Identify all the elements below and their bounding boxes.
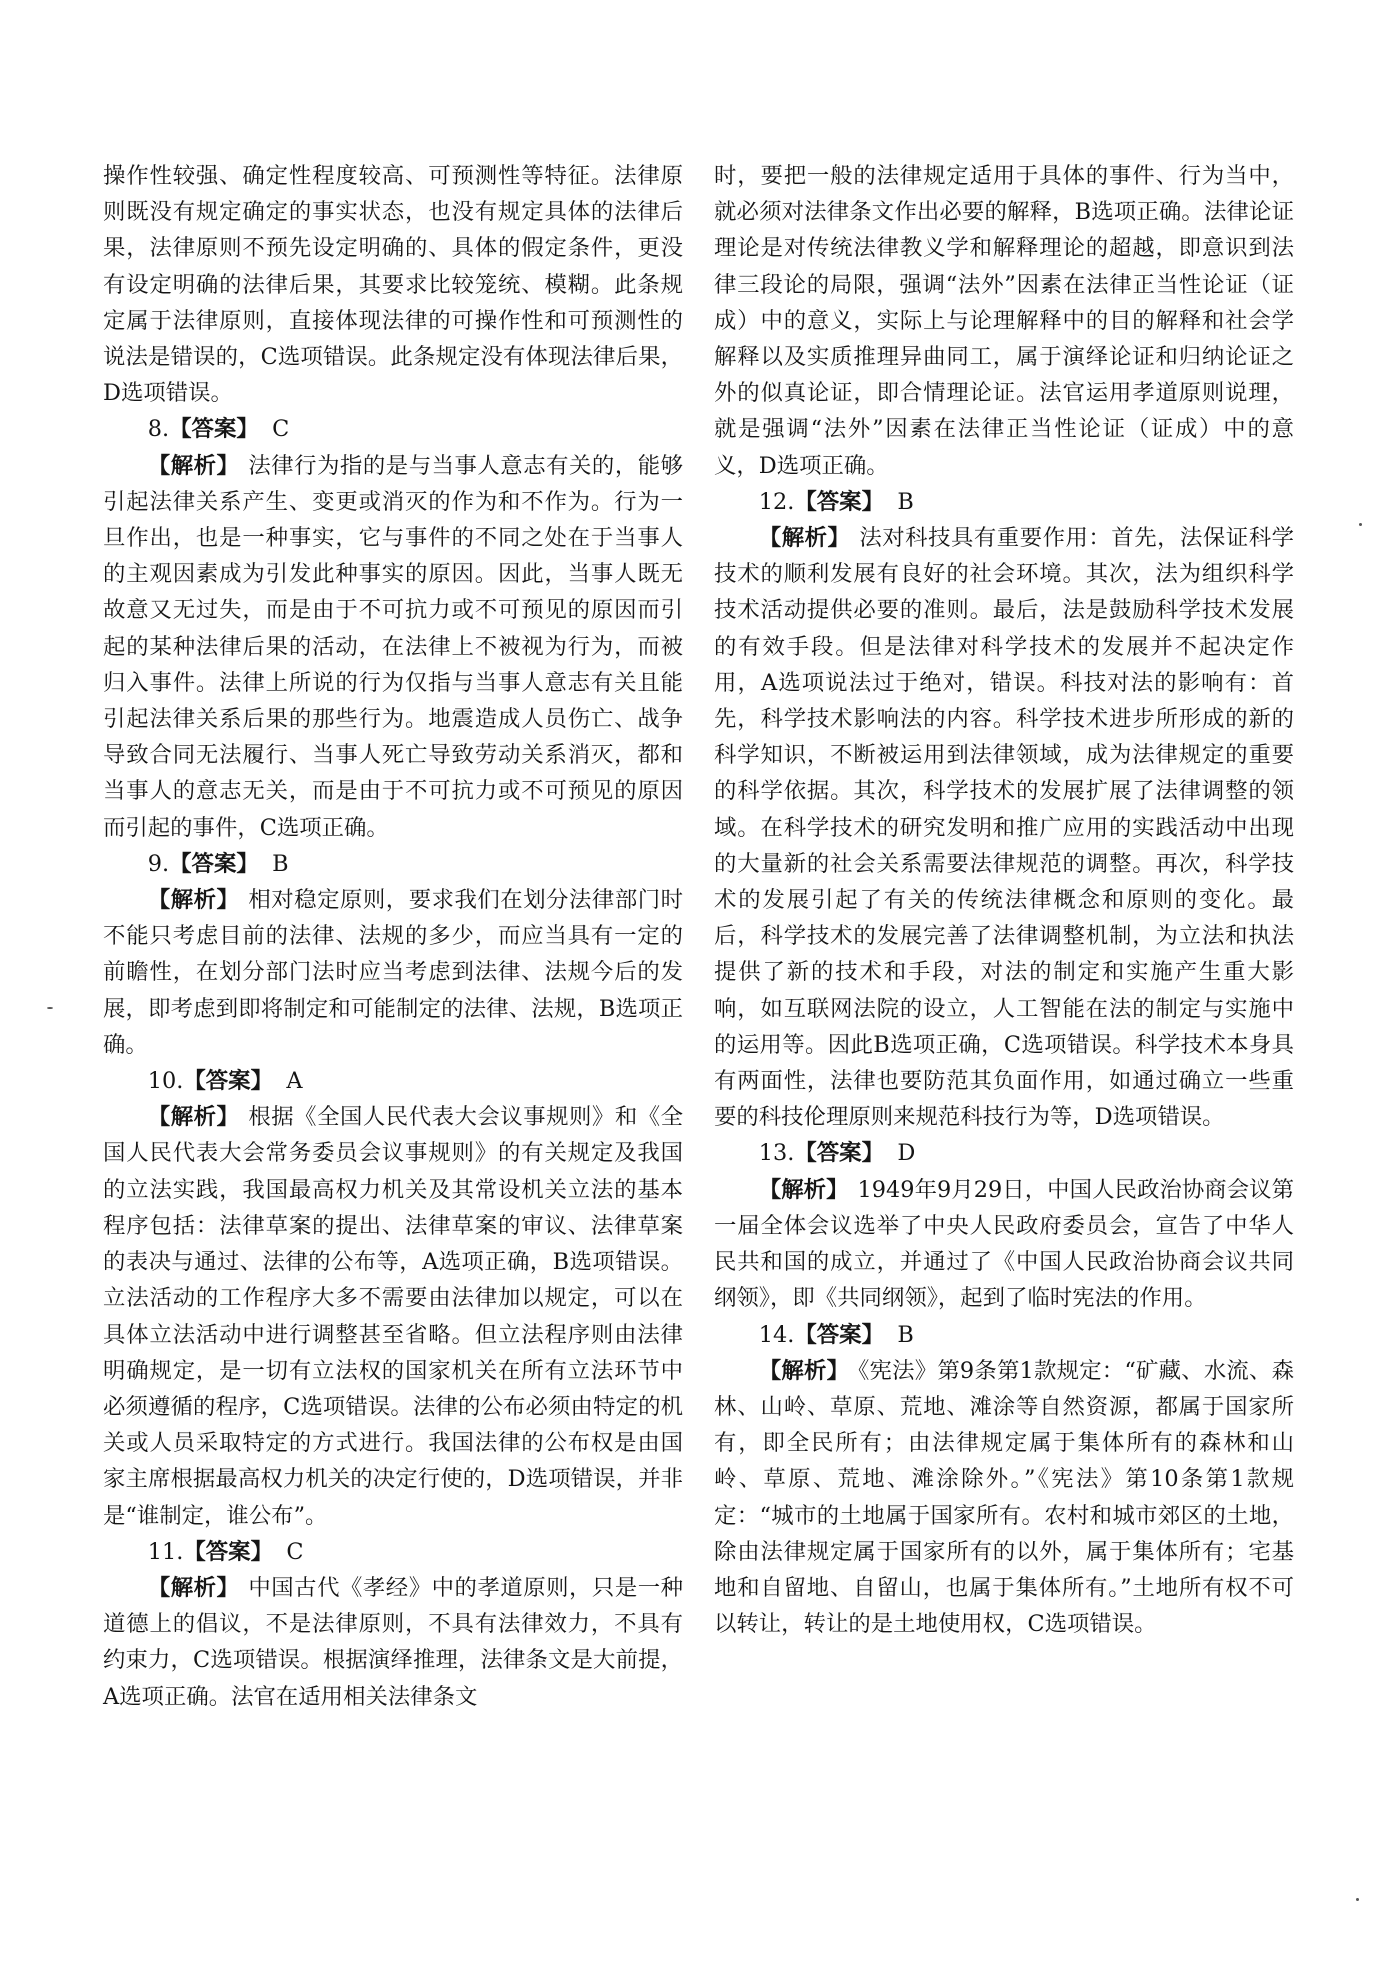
answer-letter: B	[272, 850, 289, 877]
analysis-text: 中国古代《孝经》中的孝道原则，只是一种道德上的倡议，不是法律原则，不具有法律效力，不具有约束力，C选项错误。根据演绎推理，法律条文是大前提，A选项正确。法官在适用相关法律条文	[103, 1574, 684, 1710]
answer-letter: B	[897, 488, 914, 515]
answer-letter: C	[272, 416, 290, 443]
answer-tag: 【答案】	[183, 1538, 273, 1565]
analysis-text: 1949年9月29日，中国人民政治协商会议第一届全体会议选举了中央人民政府委员会，宣告了中华人民共和国的成立，并通过了《中国人民政治协商会议共同纲领》，即《共同纲领》，起到了临时宪法的作用。	[714, 1176, 1294, 1312]
answer-tag: 【答案】	[794, 1321, 884, 1348]
analysis-paragraph-13	[714, 1172, 1294, 1317]
answer-line-11	[103, 1534, 683, 1570]
scan-speck	[1359, 523, 1362, 526]
answer-line-8	[103, 411, 683, 447]
answer-tag: 【答案】	[183, 1068, 273, 1095]
analysis-tag: 【解析】	[758, 525, 851, 552]
analysis-tag: 【解析】	[147, 887, 240, 914]
analysis-tag: 【解析】	[147, 1574, 240, 1601]
question-number: 14.	[758, 1321, 795, 1348]
question-number: 10.	[147, 1068, 184, 1095]
scan-speck	[1356, 1898, 1359, 1901]
continued-paragraph: 时，要把一般的法律规定适用于具体的事件、行为当中，就必须对法律条文作出必要的解释，B选项正确。法律论证理论是对传统法律教义学和解释理论的超越，即意识到法律三段论的局限，强调“法外”因素在法律正当性论证（证成）中的意义，实际上与论理解释中的目的解释和社会学解释以及实质推理异曲同工，属于演绎论证和归纳论证之外的似真论证，即合情理论证。法官运用孝道原则说理，就是强调“法外”因素在法律正当性论证（证成）中的意义，D选项正确。	[714, 163, 1294, 479]
analysis-paragraph-11	[103, 1570, 683, 1715]
answer-tag: 【答案】	[169, 416, 259, 443]
analysis-paragraph-8	[103, 448, 683, 846]
question-number: 11.	[147, 1538, 184, 1565]
answer-line-12	[714, 484, 1294, 520]
analysis-paragraph-14	[714, 1353, 1294, 1643]
analysis-text: 法律行为指的是与当事人意志有关的，能够引起法律关系产生、变更或消灭的作为和不作为。行为一旦作出，也是一种事实，它与事件的不同之处在于当事人的主观因素成为引发此种事实的原因。因此，当事人既无故意又无过失，而是由于不可抗力或不可预见的原因而引起的某种法律后果的活动，在法律上不被视为行为，而被归入事件。法律上所说的行为仅指与当事人意志有关且能引起法律关系后果的那些行为。地震造成人员伤亡、战争导致合同无法履行、当事人死亡导致劳动关系消灭，都和当事人的意志无关，而是由于不可抗力或不可预见的原因而引起的事件，C选项正确。	[103, 452, 684, 841]
answer-line-13	[714, 1135, 1294, 1171]
analysis-text: 相对稳定原则，要求我们在划分法律部门时不能只考虑目前的法律、法规的多少，而应当具有一定的前瞻性，在划分部门法时应当考虑到法律、法规今后的发展，即考虑到即将制定和可能制定的法律、法规，B选项正确。	[103, 887, 684, 1058]
right-column	[714, 158, 1294, 1642]
left-column	[103, 158, 683, 1715]
analysis-paragraph-10	[103, 1099, 683, 1533]
answer-tag: 【答案】	[794, 488, 884, 515]
question-number: 9.	[147, 850, 170, 877]
answer-letter: A	[286, 1068, 303, 1095]
answer-tag: 【答案】	[169, 850, 259, 877]
analysis-tag: 【解析】	[758, 1357, 850, 1384]
analysis-tag: 【解析】	[147, 1104, 240, 1131]
analysis-text: 根据《全国人民代表大会议事规则》和《全国人民代表大会常务委员会议事规则》的有关规定及我国的立法实践，我国最高权力机关及其常设机关立法的基本程序包括：法律草案的提出、法律草案的审议、法律草案的表决与通过、法律的公布等，A选项正确，B选项错误。立法活动的工作程序大多不需要由法律加以规定，可以在具体立法活动中进行调整甚至省略。但立法程序则由法律明确规定，是一切有立法权的国家机关在所有立法环节中必须遵循的程序，C选项错误。法律的公布必须由特定的机关或人员采取特定的方式进行。我国法律的公布权是由国家主席根据最高权力机关的决定行使的，D选项错误，并非是“谁制定，谁公布”。	[103, 1104, 684, 1529]
analysis-text: 法对科技具有重要作用：首先，法保证科学技术的顺利发展有良好的社会环境。其次，法为组织科学技术活动提供必要的准则。最后，法是鼓励科学技术发展的有效手段。但是法律对科学技术的发展并不起决定作用，A选项说法过于绝对，错误。科技对法的影响有：首先，科学技术影响法的内容。科学技术进步所形成的新的科学知识，不断被运用到法律领域，成为法律规定的重要的科学依据。其次，科学技术的发展扩展了法律调整的领域。在科学技术的研究发明和推广应用的实践活动中出现的大量新的社会关系需要法律规范的调整。再次，科学技术的发展引起了有关的传统法律概念和原则的变化。最后，科学技术的发展完善了法律调整机制，为立法和执法提供了新的技术和手段，对法的制定和实施产生重大影响，如互联网法院的设立，人工智能在法的制定与实施中的运用等。因此B选项正确，C选项错误。科学技术本身具有两面性，法律也要防范其负面作用，如通过确立一些重要的科技伦理原则来规范科技行为等，D选项错误。	[714, 525, 1295, 1131]
analysis-paragraph-9	[103, 882, 683, 1063]
answer-line-10	[103, 1063, 683, 1099]
question-number: 12.	[758, 488, 795, 515]
answer-letter: B	[897, 1321, 914, 1348]
continued-paragraph: 操作性较强、确定性程度较高、可预测性等特征。法律原则既没有规定确定的事实状态，也没有规定具体的法律后果，法律原则不预先设定明确的、具体的假定条件，更没有设定明确的法律后果，其要求比较笼统、模糊。此条规定属于法律原则，直接体现法律的可操作性和可预测性的说法是错误的，C选项错误。此条规定没有体现法律后果，D选项错误。	[103, 163, 683, 407]
question-number: 8.	[147, 416, 170, 443]
question-number: 13.	[758, 1140, 795, 1167]
answer-letter: D	[897, 1140, 916, 1167]
scan-speck	[47, 1007, 53, 1009]
analysis-paragraph-12	[714, 520, 1294, 1135]
answer-letter: C	[286, 1538, 304, 1565]
analysis-tag: 【解析】	[758, 1176, 849, 1203]
analysis-text: 《宪法》第9条第1款规定：“矿藏、水流、森林、山岭、草原、荒地、滩涂等自然资源，都属于国家所有，即全民所有；由法律规定属于集体所有的森林和山岭、草原、荒地、滩涂除外。”《宪法》第10条第1款规定：“城市的土地属于国家所有。农村和城市郊区的土地，除由法律规定属于国家所有的以外，属于集体所有；宅基地和自留地、自留山，也属于集体所有。”土地所有权不可以转让，转让的是土地使用权，C选项错误。	[714, 1357, 1294, 1638]
analysis-tag: 【解析】	[147, 452, 240, 479]
answer-line-9	[103, 846, 683, 882]
answer-line-14	[714, 1317, 1294, 1353]
answer-tag: 【答案】	[794, 1140, 884, 1167]
